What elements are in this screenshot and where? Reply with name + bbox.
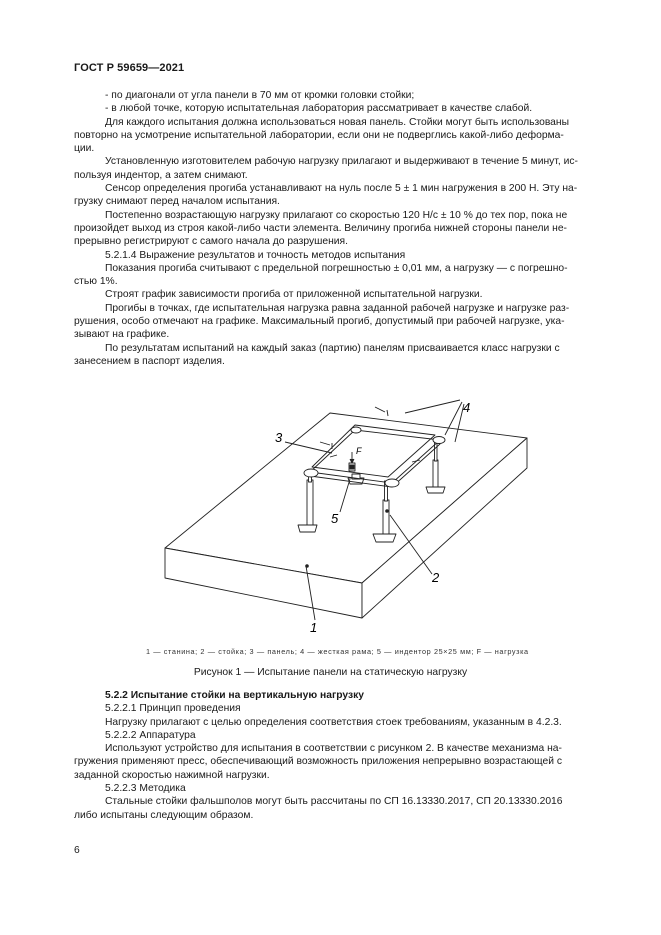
paragraph: Строят график зависимости прогиба от приложенной испытательной нагрузки.: [105, 289, 483, 301]
paragraph-continuation: гружения применяют пресс, обеспечивающий возможность приложения непрерывно возрастающей с заданной скоростью нажимной нагрузки.: [74, 756, 563, 781]
paragraph: - по диагонали от угла панели в 70 мм от кромки головки стойки;: [105, 90, 415, 101]
text-block-top: [74, 89, 615, 368]
paragraph-continuation: произойдет выход из строя какой-либо части элемента. Величину прогиба нижней стороны панели не- прерывно регистрируют с самого начала до разрушения.: [74, 222, 567, 248]
label-3: 3: [275, 430, 283, 445]
base-marker-dot: [305, 564, 309, 568]
label-5: 5: [331, 511, 339, 526]
document-header: ГОСТ Р 59659—2021: [74, 62, 185, 74]
subsection-heading: 5.2.2.2 Аппаратура: [105, 729, 196, 741]
label-4: 4: [463, 400, 471, 415]
paragraph-continuation: стью 1%.: [74, 276, 118, 288]
figure-legend: 1 — станина; 2 — стойка; 3 — панель; 4 — жесткая рама; 5 — индентор 25×25 мм; F — нагрузка: [146, 647, 529, 656]
support-marker-dot: [385, 509, 389, 513]
paragraph: Сенсор определения прогиба устанавливают на нуль после 5 ± 1 мин нагружения в 200 Н. Эту на-: [105, 183, 578, 195]
page-number: 6: [74, 845, 80, 856]
section-heading: 5.2.2 Испытание стойки на вертикальную нагрузку: [105, 690, 364, 701]
paragraph-continuation: повторно на усмотрение испытательной лаборатории, если они не подверглись какой-либо деформа- ции.: [74, 129, 564, 155]
frame-corner-joint: [351, 427, 361, 433]
label-1: 1: [310, 620, 318, 635]
paragraph: Для каждого испытания должна использоваться новая панель. Стойки могут быть использованы: [105, 116, 569, 128]
paragraph: Нагрузку прилагают с целью определения соответствия стоек требованиям, указанным в 4.2.3.: [105, 716, 562, 728]
paragraph-continuation: грузку снимают перед началом испытания.: [74, 196, 280, 208]
paragraph: Используют устройство для испытания в соответствии с рисунком 2. В качестве механизма на-: [105, 743, 562, 755]
paragraph: Прогибы в точках, где испытательная нагрузка равна заданной рабочей нагрузке и нагрузке раз-: [105, 302, 570, 314]
section-heading: 5.2.1.4 Выражение результатов и точность методов испытания: [105, 249, 406, 261]
paragraph-continuation: рушения, особо отмечают на графике. Максимальный прогиб, допустимый при рабочей нагрузке, ука- зывают на графике.: [74, 316, 565, 341]
frame-corner-joint: [433, 437, 445, 444]
subsection-heading: 5.2.2.1 Принцип проведения: [105, 703, 241, 715]
frame-corner-joint: [304, 469, 318, 477]
label-2: 2: [432, 570, 440, 585]
paragraph: - в любой точке, которую испытательная лаборатория рассматривает в качестве слабой.: [105, 103, 533, 115]
paragraph: По результатам испытаний на каждый заказ (партию) панелям присваивается класс нагрузки с: [105, 342, 560, 354]
paragraph: Стальные стойки фальшполов могут быть рассчитаны по СП 16.13330.2017, СП 20.13330.2016: [105, 796, 563, 808]
paragraph: Установленную изготовителем рабочую нагрузку прилагают и выдерживают в течение 5 минут, ис-: [105, 156, 578, 168]
frame-corner-joint: [385, 479, 399, 487]
figure-caption: Рисунок 1 — Испытание панели на статическую нагрузку: [193, 667, 468, 678]
subsection-heading: 5.2.2.3 Методика: [105, 783, 186, 795]
paragraph: Постепенно возрастающую нагрузку прилагают со скоростью 120 Н/с ± 10 % до тех пор, пока не: [105, 209, 568, 221]
label-f: F: [356, 446, 362, 456]
paragraph-continuation: либо испытаны следующим образом.: [74, 809, 254, 821]
paragraph: Показания прогиба считывают с предельной погрешностью ± 0,01 мм, а нагрузку — с погрешно-: [105, 262, 568, 274]
text-block-bottom: [74, 689, 615, 822]
paragraph-continuation: пользуя индентор, а затем снимают.: [74, 169, 248, 181]
paragraph-continuation: занесением в паспорт изделия.: [74, 355, 225, 367]
figure-1-drawing: [130, 380, 550, 645]
